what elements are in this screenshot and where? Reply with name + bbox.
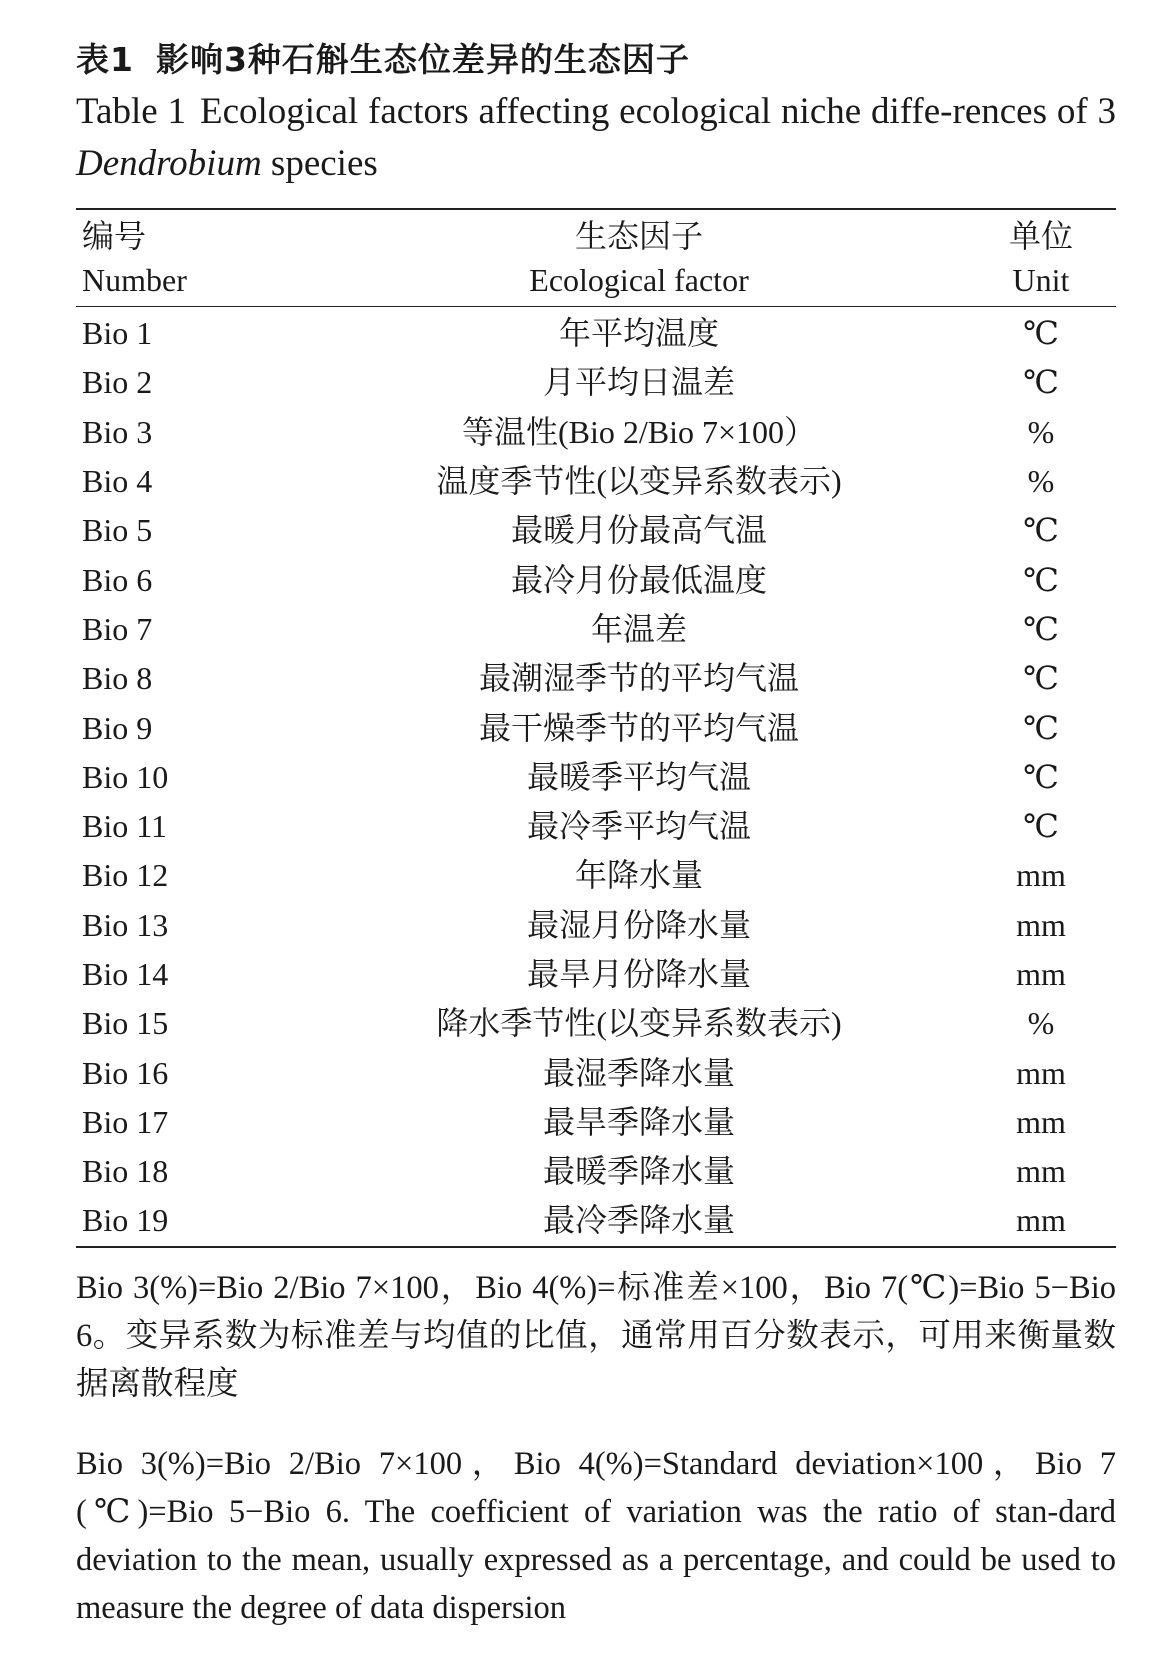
row-unit-cell: ℃ <box>1023 610 1059 647</box>
row-factor-cell: 最湿季降水量 <box>542 1054 735 1091</box>
row-number-cell: Bio 17 <box>82 1103 169 1140</box>
row-unit-cell: ℃ <box>1023 808 1059 845</box>
table-title-english-end: species <box>261 143 378 184</box>
row-factor-cell: 最湿月份降水量 <box>526 906 751 943</box>
row-number-cell: Bio 2 <box>82 364 153 401</box>
row-factor-cell: 最冷季平均气温 <box>526 808 751 845</box>
row-factor-cell: 温度季节性(以变异系数表示) <box>436 463 842 500</box>
table-row <box>76 999 1116 1048</box>
table-row <box>76 1048 1116 1097</box>
row-factor-cell: 最旱季降水量 <box>542 1103 735 1140</box>
table-row <box>76 506 1116 555</box>
row-factor-cell: 年降水量 <box>574 857 703 894</box>
row-unit-cell: mm <box>1016 1054 1066 1091</box>
table-note-english: Bio 3(%)=Bio 2/Bio 7×100，Bio 4(%)=Standard deviation×100，Bio 7 (℃)=Bio 5−Bio 6. The coefficient of variation was the ratio of stan-dard deviation to the mean, usually expressed as a percentage, and could be used to measure the degree of data dispersion <box>76 1446 1116 1627</box>
row-factor-cell: 最冷月份最低温度 <box>510 561 767 598</box>
table-row <box>76 555 1116 604</box>
row-number-cell: Bio 13 <box>82 906 169 943</box>
row-unit-cell: mm <box>1016 1202 1066 1239</box>
row-number-cell: Bio 1 <box>82 315 153 352</box>
table-caption-chinese <box>76 36 1116 84</box>
column-header-number-cn: 编号 <box>82 218 147 254</box>
row-factor-cell: 最暖季平均气温 <box>526 758 751 795</box>
column-header-number-en: Number <box>76 258 312 307</box>
column-header-factor-cn: 生态因子 <box>574 218 703 254</box>
row-factor-cell: 年温差 <box>590 610 687 647</box>
table-caption-english <box>76 86 1116 190</box>
row-number-cell: Bio 11 <box>82 808 168 845</box>
row-number-cell: Bio 9 <box>82 709 153 746</box>
table-label-english: Table 1 <box>76 91 186 132</box>
row-factor-cell: 降水季节性(以变异系数表示) <box>436 1005 842 1042</box>
table-row <box>76 1098 1116 1147</box>
row-factor-cell: 最冷季降水量 <box>542 1202 735 1239</box>
table-row <box>76 605 1116 654</box>
row-unit-cell: mm <box>1016 1103 1066 1140</box>
row-unit-cell: mm <box>1016 857 1066 894</box>
row-unit-cell: % <box>1027 1005 1055 1042</box>
row-unit-cell: ℃ <box>1023 709 1059 746</box>
row-unit-cell: mm <box>1016 956 1066 992</box>
header-row-chinese <box>76 209 1116 258</box>
row-unit-cell: ℃ <box>1023 315 1059 352</box>
table-row <box>76 901 1116 950</box>
row-unit-cell: ℃ <box>1023 561 1059 598</box>
row-factor-cell: 最暖季降水量 <box>542 1153 735 1190</box>
row-unit-cell: mm <box>1016 1153 1066 1190</box>
table-row <box>76 950 1116 999</box>
column-header-unit-cn: 单位 <box>1008 218 1073 254</box>
table-row <box>76 307 1116 359</box>
table-header <box>76 209 1116 307</box>
row-number-cell: Bio 8 <box>82 660 153 697</box>
table-body <box>76 307 1116 1247</box>
table-row <box>76 408 1116 457</box>
table-row <box>76 457 1116 506</box>
table-page <box>76 36 1116 1665</box>
row-number-cell: Bio 7 <box>82 610 153 647</box>
column-header-factor-en: Ecological factor <box>312 258 966 307</box>
table-title-english: Ecological factors affecting ecological niche diffe-rences of 3 <box>199 91 1116 132</box>
ecological-factors-table <box>76 208 1116 1248</box>
row-number-cell: Bio 15 <box>82 1005 169 1042</box>
row-number-cell: Bio 14 <box>82 956 169 992</box>
table-row <box>76 1147 1116 1196</box>
row-number-cell: Bio 3 <box>82 413 153 450</box>
row-number-cell: Bio 5 <box>82 512 153 549</box>
row-unit-cell: ℃ <box>1023 660 1059 697</box>
row-unit-cell: ℃ <box>1023 364 1059 401</box>
row-factor-cell: 年平均温度 <box>558 315 719 352</box>
row-number-cell: Bio 16 <box>82 1054 169 1091</box>
row-number-cell: Bio 10 <box>82 758 169 795</box>
row-unit-cell: ℃ <box>1023 758 1059 795</box>
table-row <box>76 753 1116 802</box>
row-number-cell: Bio 6 <box>82 561 153 598</box>
table-note-chinese: Bio 3(%)=Bio 2/Bio 7×100，Bio 4(%)=标准差×100，Bio 7(℃)=Bio 5−Bio 6。变异系数为标准差与均值的比值，通常用百分数表示，可用来衡量数据离散程度 <box>76 1269 1116 1402</box>
row-factor-cell: 等温性(Bio 2/Bio 7×100） <box>461 413 817 450</box>
table-title-genus: Dendrobium <box>76 143 262 184</box>
table-row <box>76 358 1116 407</box>
row-unit-cell: mm <box>1016 906 1066 943</box>
table-row <box>76 802 1116 851</box>
row-factor-cell: 最旱月份降水量 <box>526 956 751 992</box>
table-title-chinese: 影响3种石斛生态位差异的生态因子 <box>155 40 690 79</box>
row-factor-cell: 月平均日温差 <box>542 364 735 401</box>
row-number-cell: Bio 4 <box>82 463 153 500</box>
table-row <box>76 1196 1116 1246</box>
row-number-cell: Bio 19 <box>82 1202 169 1239</box>
row-factor-cell: 最干燥季节的平均气温 <box>478 709 799 746</box>
row-unit-cell: % <box>1027 413 1055 450</box>
row-number-cell: Bio 18 <box>82 1153 169 1190</box>
header-row-english <box>76 258 1116 307</box>
table-row <box>76 703 1116 752</box>
table-label-chinese: 表1 <box>76 40 134 79</box>
row-factor-cell: 最暖月份最高气温 <box>510 512 767 549</box>
row-unit-cell: ℃ <box>1023 512 1059 549</box>
row-unit-cell: % <box>1027 463 1055 500</box>
table-row <box>76 654 1116 703</box>
table-row <box>76 851 1116 900</box>
column-header-unit-en: Unit <box>966 258 1116 307</box>
row-factor-cell: 最潮湿季节的平均气温 <box>478 660 799 697</box>
row-number-cell: Bio 12 <box>82 857 169 894</box>
